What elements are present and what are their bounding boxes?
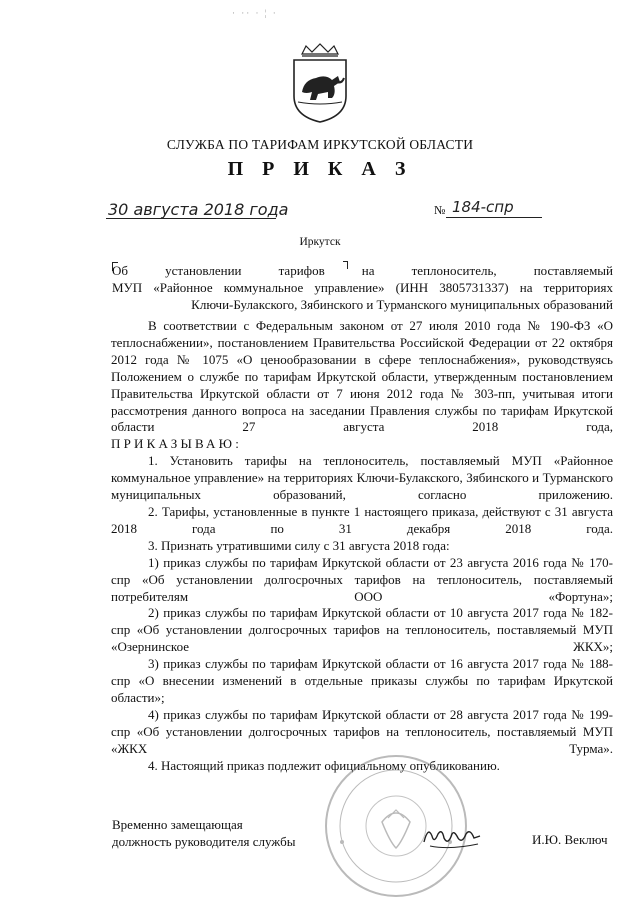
document-type: П Р И К А З [227, 158, 413, 180]
document-number: 184-спр [452, 198, 514, 216]
number-underline [446, 217, 542, 218]
organization-name: СЛУЖБА ПО ТАРИФАМ ИРКУТСКОЙ ОБЛАСТИ [166, 137, 474, 152]
order-item-1: 1. Установить тарифы на теплоноситель, поставляемый МУП «Районное коммунальное управление» на территориях Ключи-Булакского, Зябинского и Турманского муниципальных образований, согласно приложению. [111, 453, 613, 503]
signature-icon [420, 822, 484, 852]
document-city: Иркутск [299, 236, 341, 248]
date-underline [106, 218, 276, 219]
order-item-3: 3. Признать утратившими силу с 31 августа 2018 года: [148, 537, 450, 553]
position-line: должность руководителя службы [112, 833, 296, 849]
order-subitem-3: 3) приказ службы по тарифам Иркутской области от 16 августа 2017 года № 188-спр «О внесении изменений в отдельные приказы службы по тарифам Иркутской области»; [111, 656, 613, 705]
scan-artifact: · ·· · ¦ · [232, 8, 278, 18]
order-subitem-2: 2) приказ службы по тарифам Иркутской области от 10 августа 2017 года № 182-спр «Об установлении долгосрочных тарифов на теплоноситель, поставляемый МУП «Озернинское ЖКХ»; [111, 605, 613, 655]
signatory-position [112, 817, 295, 850]
signatory-name: И.Ю. Веключ [532, 832, 608, 847]
number-label: № [434, 203, 446, 217]
document-date: 30 августа 2018 года [108, 200, 289, 219]
coat-of-arms-icon [288, 42, 352, 124]
preamble-paragraph: В соответствии с Федеральным законом от 27 июля 2010 года № 190-ФЗ «О теплоснабжении», постановлением Правительства Российской Федерации от 22 октября 2012 года № 1075 «О ценообразовании в сфере теплоснабжения», руководствуясь Положением о службе по тарифам Иркутской области, утвержденным постановлением Правительства Иркутской области от 7 июня 2012 года № 303-пп, учитывая итоги рассмотрения данного вопроса на заседании Правления службы по тарифам Иркутской области 27 августа 2018 года, [111, 318, 613, 435]
document-body [111, 318, 613, 774]
order-item-2: 2. Тарифы, установленные в пункте 1 настоящего приказа, действуют с 31 августа 2018 года по 31 декабря 2018 года. [111, 503, 613, 536]
subject-line: Об установлении тарифов на теплоноситель, поставляемый [112, 263, 613, 278]
document-subject [112, 262, 613, 313]
order-subitem-1: 1) приказ службы по тарифам Иркутской области от 23 августа 2016 года № 170-спр «Об установлении долгосрочных тарифов на теплоноситель, поставляемый потребителям ООО «Фортуна»; [111, 554, 613, 604]
position-line: Временно замещающая [112, 817, 243, 832]
order-subitem-4: 4) приказ службы по тарифам Иркутской области от 28 августа 2017 года № 199-спр «Об установлении долгосрочных тарифов на теплоноситель, поставляемый МУП «ЖКХ Турма». [111, 706, 613, 756]
order-word: ПРИКАЗЫВАЮ: [111, 436, 243, 452]
subject-line: Ключи-Булакского, Зябинского и Турманского муниципальных образований [191, 297, 613, 312]
order-item-4: 4. Настоящий приказ подлежит официальному опубликованию. [148, 757, 500, 773]
subject-line: МУП «Районное коммунальное управление» (ИНН 3805731337) на территориях [112, 280, 613, 295]
